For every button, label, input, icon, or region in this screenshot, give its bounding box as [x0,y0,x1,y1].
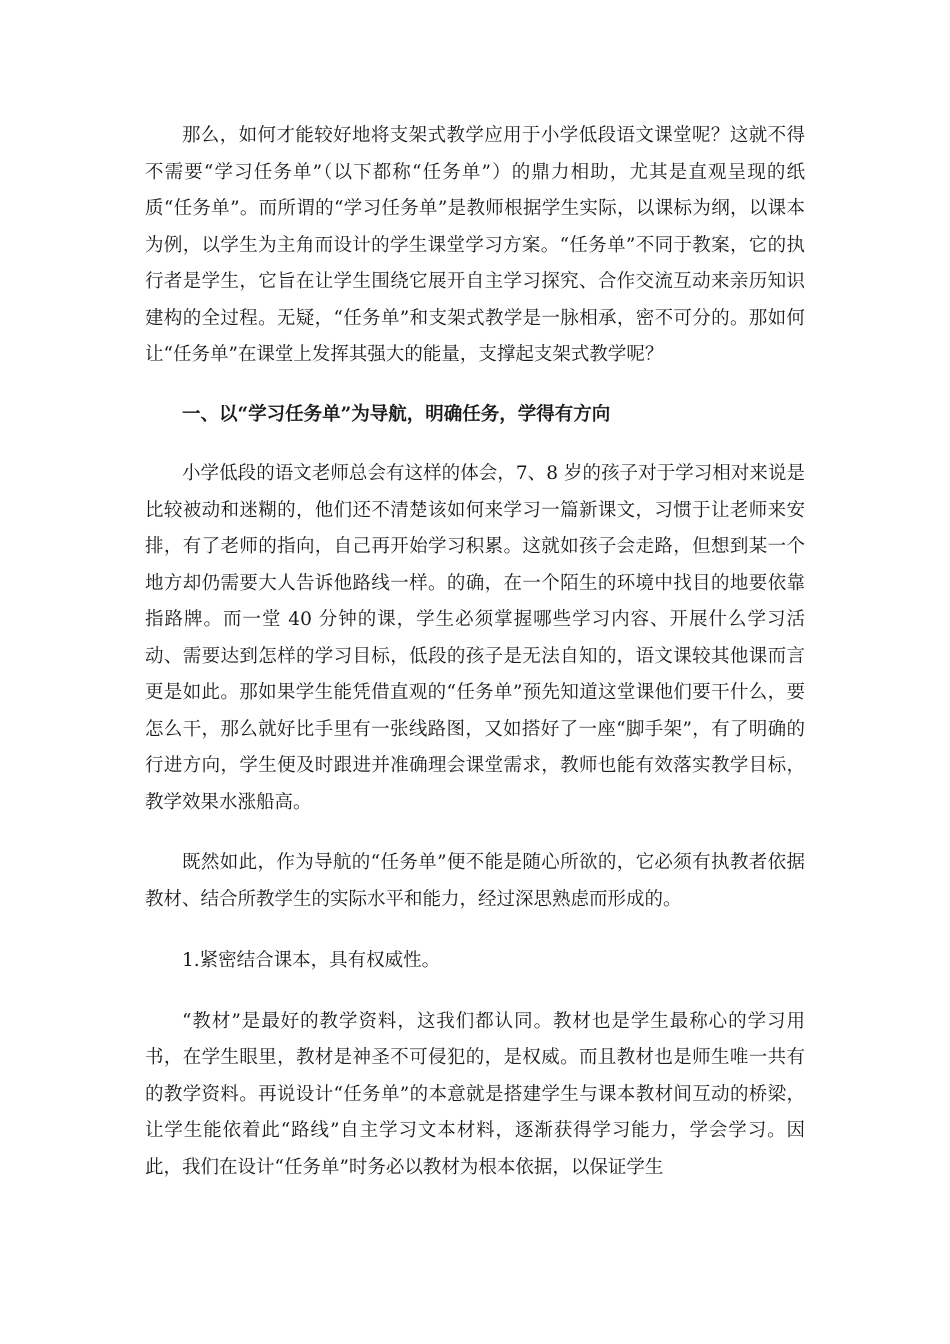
body-paragraph: “教材”是最好的教学资料，这我们都认同。教材也是学生最称心的学习用书，在学生眼里，教材是神圣不可侵犯的，是权威。而且教材也是师生唯一共有的教学资料。再说设计“任务单”的本意就是搭建学生与课本教材间互动的桥梁，让学生能依着此“路线”自主学习文本材料，逐渐获得学习能力，学会学习。因此，我们在设计“任务单”时务必以教材为根本依据，以保证学生 [145,1010,805,1178]
body-paragraph: 既然如此，作为导航的“任务单”便不能是随心所欲的，它必须有执教者依据教材、结合所教学生的实际水平和能力，经过深思熟虑而形成的。 [145,852,805,910]
section-heading: 一、以“学习任务单”为导航，明确任务，学得有方向 [182,403,611,425]
subsection-heading: 1.紧密结合课本，具有权威性。 [182,950,441,971]
document-body [145,118,805,1186]
body-paragraph: 小学低段的语文老师总会有这样的体会，7、8 岁的孩子对于学习相对来说是比较被动和迷糊的，他们还不清楚该如何来学习一篇新课文，习惯于让老师来安排，有了老师的指向，自己再开始学习积累。这就如孩子会走路，但想到某一个地方却仍需要大人告诉他路线一样。的确，在一个陌生的环境中找目的地要依靠指路牌。而一堂 40 分钟的课，学生必须掌握哪些学习内容、开展什么学习活动、需要达到怎样的学习目标，低段的孩子是无法自知的，语文课较其他课而言更是如此。那如果学生能凭借直观的“任务单”预先知道这堂课他们要干什么，要怎么干，那么就好比手里有一张线路图，又如搭好了一座“脚手架”，有了明确的行进方向，学生便及时跟进并准确理会课堂需求，教师也能有效落实教学目标，教学效果水涨船高。 [145,463,805,813]
intro-paragraph: 那么，如何才能较好地将支架式教学应用于小学低段语文课堂呢？这就不得不需要“学习任务单”（以下都称“任务单”）的鼎力相助，尤其是直观呈现的纸质“任务单”。而所谓的“学习任务单”是教师根据学生实际，以课标为纲，以课本为例，以学生为主角而设计的学生课堂学习方案。“任务单”不同于教案，它的执行者是学生，它旨在让学生围绕它展开自主学习探究、合作交流互动来亲历知识建构的全过程。无疑，“任务单”和支架式教学是一脉相承，密不可分的。那如何让“任务单”在课堂上发挥其强大的能量，支撑起支架式教学呢？ [145,125,805,365]
